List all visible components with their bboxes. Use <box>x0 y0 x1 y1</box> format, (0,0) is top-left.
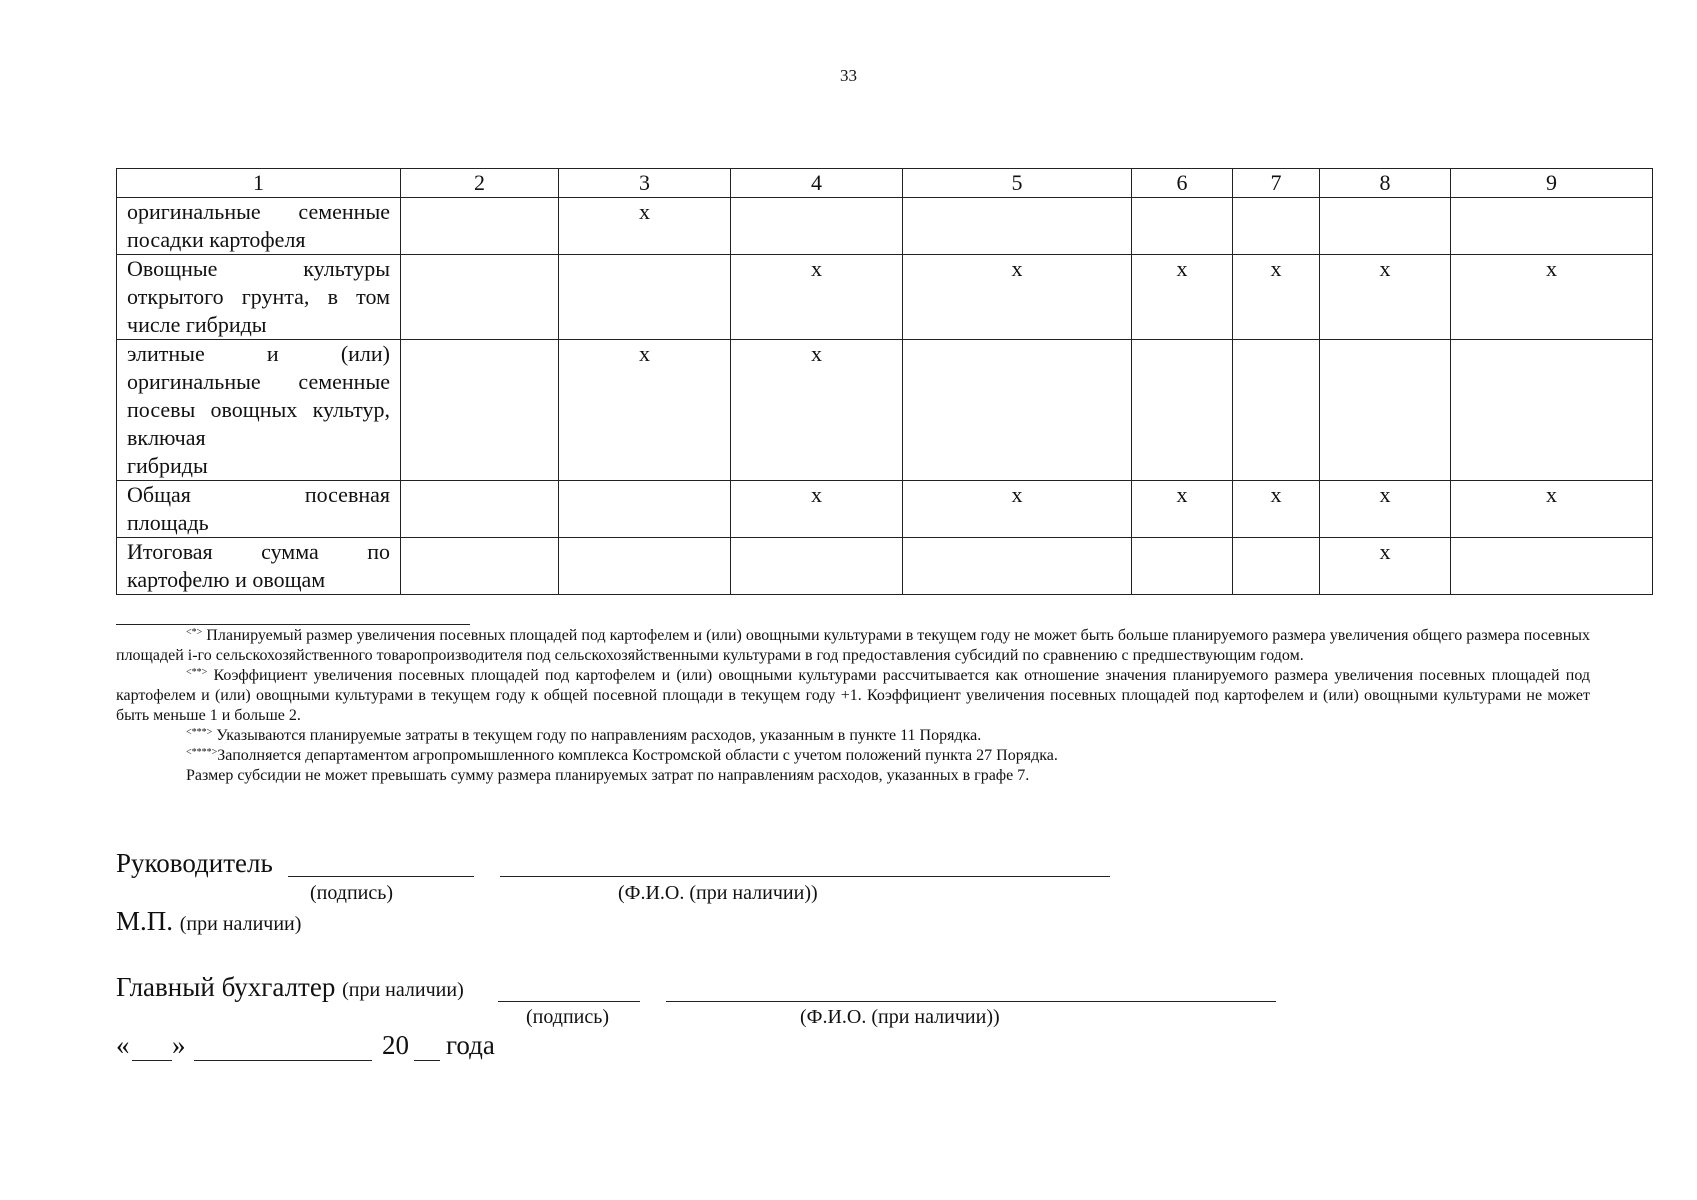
table-cell: х <box>1451 255 1653 340</box>
row-label <box>117 255 401 340</box>
row-label-line: посевы овощных <box>127 397 298 422</box>
row-label-line: Овощные культуры <box>127 256 390 281</box>
row-label <box>117 538 401 595</box>
stamp-place <box>116 906 301 937</box>
row-label-line: открытого грунта, в том <box>127 284 390 309</box>
row-label-line: посадки картофеля <box>127 227 306 252</box>
row-label-line: числе гибриды <box>127 312 267 337</box>
accountant-block <box>116 972 464 1003</box>
accountant-name-caption: (Ф.И.О. (при наличии)) <box>800 1006 1000 1028</box>
table-cell: х <box>1451 481 1653 538</box>
accountant-signature-line <box>498 1001 640 1002</box>
date-year-line <box>414 1060 440 1061</box>
row-label-line: элитные и (или) <box>127 341 390 366</box>
footnote-mark: <****> <box>186 747 218 758</box>
table-cell: х <box>1320 538 1451 595</box>
table-cell <box>1451 538 1653 595</box>
table-cell: х <box>731 255 903 340</box>
footnote-text: Коэффициент увеличения посевных площадей под картофелем и (или) овощными культурами рассчитывается как отношение значения планируемого размера увеличения посевных площадей под картофелем и (или) овощными культурами в текущем году к общей посевной площади в текущем году +1. Коэффициент увеличения посевных площадей под картофелем и (или) овощными культурами не может быть меньше 1 и больше 2. <box>116 667 1590 724</box>
footnote-mark: <***> <box>186 727 213 738</box>
footnote-mark: <**> <box>186 667 208 678</box>
table-cell: х <box>559 198 731 255</box>
accountant-note: (при наличии) <box>342 979 464 1001</box>
table-cell: х <box>731 340 903 481</box>
stamp-note: (при наличии) <box>179 913 302 935</box>
column-header: 3 <box>559 169 731 198</box>
table-cell <box>401 538 559 595</box>
row-label <box>117 198 401 255</box>
table-cell <box>903 340 1132 481</box>
table-cell <box>401 481 559 538</box>
table-cell <box>903 538 1132 595</box>
head-name-caption: (Ф.И.О. (при наличии)) <box>618 882 818 904</box>
date-month-line <box>194 1060 372 1061</box>
column-header: 6 <box>1132 169 1233 198</box>
date-suffix: года <box>446 1030 495 1060</box>
table-cell: х <box>903 255 1132 340</box>
data-table <box>116 168 1653 595</box>
row-label <box>117 340 401 481</box>
row-label <box>117 481 401 538</box>
date-day-line <box>132 1060 172 1061</box>
table-cell <box>1233 538 1320 595</box>
row-label-line: картофелю и овощам <box>127 567 326 592</box>
table-cell: х <box>1132 481 1233 538</box>
table-cell: х <box>1132 255 1233 340</box>
table-cell <box>1320 340 1451 481</box>
footnote <box>116 726 1590 746</box>
footnote <box>116 746 1590 766</box>
footnote <box>116 666 1590 726</box>
table-cell <box>1132 538 1233 595</box>
column-header: 8 <box>1320 169 1451 198</box>
row-label-line: оригинальные семенные <box>127 199 390 224</box>
table-row <box>117 255 1653 340</box>
footnote-note: Размер субсидии не может превышать сумму размера планируемых затрат по направлениям расходов, указанных в графе 7. <box>186 767 1030 784</box>
footnote-text: Указываются планируемые затраты в текущем году по направлениям расходов, указанным в пункте 11 Порядка. <box>216 727 982 744</box>
column-header: 4 <box>731 169 903 198</box>
accountant-label: Главный бухгалтер <box>116 972 336 1002</box>
row-label-line: Общая посевная <box>127 482 390 507</box>
column-header: 5 <box>903 169 1132 198</box>
date-year-prefix: 20 <box>382 1030 409 1060</box>
table-cell: х <box>1320 481 1451 538</box>
table-row <box>117 481 1653 538</box>
row-label-line: площадь <box>127 510 209 535</box>
table-cell: х <box>1233 255 1320 340</box>
table-cell <box>1132 340 1233 481</box>
table-cell <box>731 538 903 595</box>
footnote <box>116 626 1590 666</box>
table-cell <box>1132 198 1233 255</box>
table-header-row <box>117 169 1653 198</box>
date-open-quote: « <box>116 1030 130 1060</box>
table-cell <box>559 481 731 538</box>
accountant-signature-caption: (подпись) <box>526 1006 610 1028</box>
table-row <box>117 198 1653 255</box>
footnote-text: Заполняется департаментом агропромышленного комплекса Костромской области с учетом положений пункта 27 Порядка. <box>217 747 1058 764</box>
table-cell <box>1320 198 1451 255</box>
footnote-text: Планируемый размер увеличения посевных площадей под картофелем и (или) овощными культурами в текущем году не может быть больше планируемого размера увеличения общего размера посевных площадей i-го сельскохозяйственного товаропроизводителя под сельскохозяйственными культурами в год предоставления субсидий по сравнению с предшествующим годом. <box>116 627 1591 664</box>
date-close-quote: » <box>172 1030 186 1060</box>
column-header: 1 <box>117 169 401 198</box>
row-label-line: культур, включая <box>127 397 390 450</box>
column-header: 7 <box>1233 169 1320 198</box>
accountant-name-line <box>666 1001 1276 1002</box>
table-cell <box>1451 198 1653 255</box>
table-cell <box>559 538 731 595</box>
table-cell <box>903 198 1132 255</box>
table-cell: х <box>731 481 903 538</box>
head-signature-caption: (подпись) <box>310 882 394 904</box>
table-row <box>117 538 1653 595</box>
table-cell <box>401 340 559 481</box>
table-cell: х <box>1233 481 1320 538</box>
table-cell <box>1233 340 1320 481</box>
table-cell: х <box>559 340 731 481</box>
table-row <box>117 340 1653 481</box>
table-cell: х <box>903 481 1132 538</box>
table-cell <box>559 255 731 340</box>
table-cell <box>401 198 559 255</box>
table-cell: х <box>1320 255 1451 340</box>
head-signature-line <box>288 876 474 877</box>
row-label-line: Итоговая сумма по <box>127 539 390 564</box>
column-header: 2 <box>401 169 559 198</box>
table-cell <box>731 198 903 255</box>
table-cell <box>1451 340 1653 481</box>
row-label-line: гибриды <box>127 453 208 478</box>
head-label: Руководитель <box>116 848 273 878</box>
footnote-mark: <*> <box>186 627 203 638</box>
footnote-separator <box>116 624 470 625</box>
footnotes <box>116 626 1590 786</box>
column-header: 9 <box>1451 169 1653 198</box>
stamp-label: М.П. <box>116 906 174 936</box>
table-cell <box>1233 198 1320 255</box>
page-number: 33 <box>840 66 857 85</box>
head-name-line <box>500 876 1110 877</box>
table-cell <box>401 255 559 340</box>
row-label-line: оригинальные семенные <box>127 369 390 394</box>
